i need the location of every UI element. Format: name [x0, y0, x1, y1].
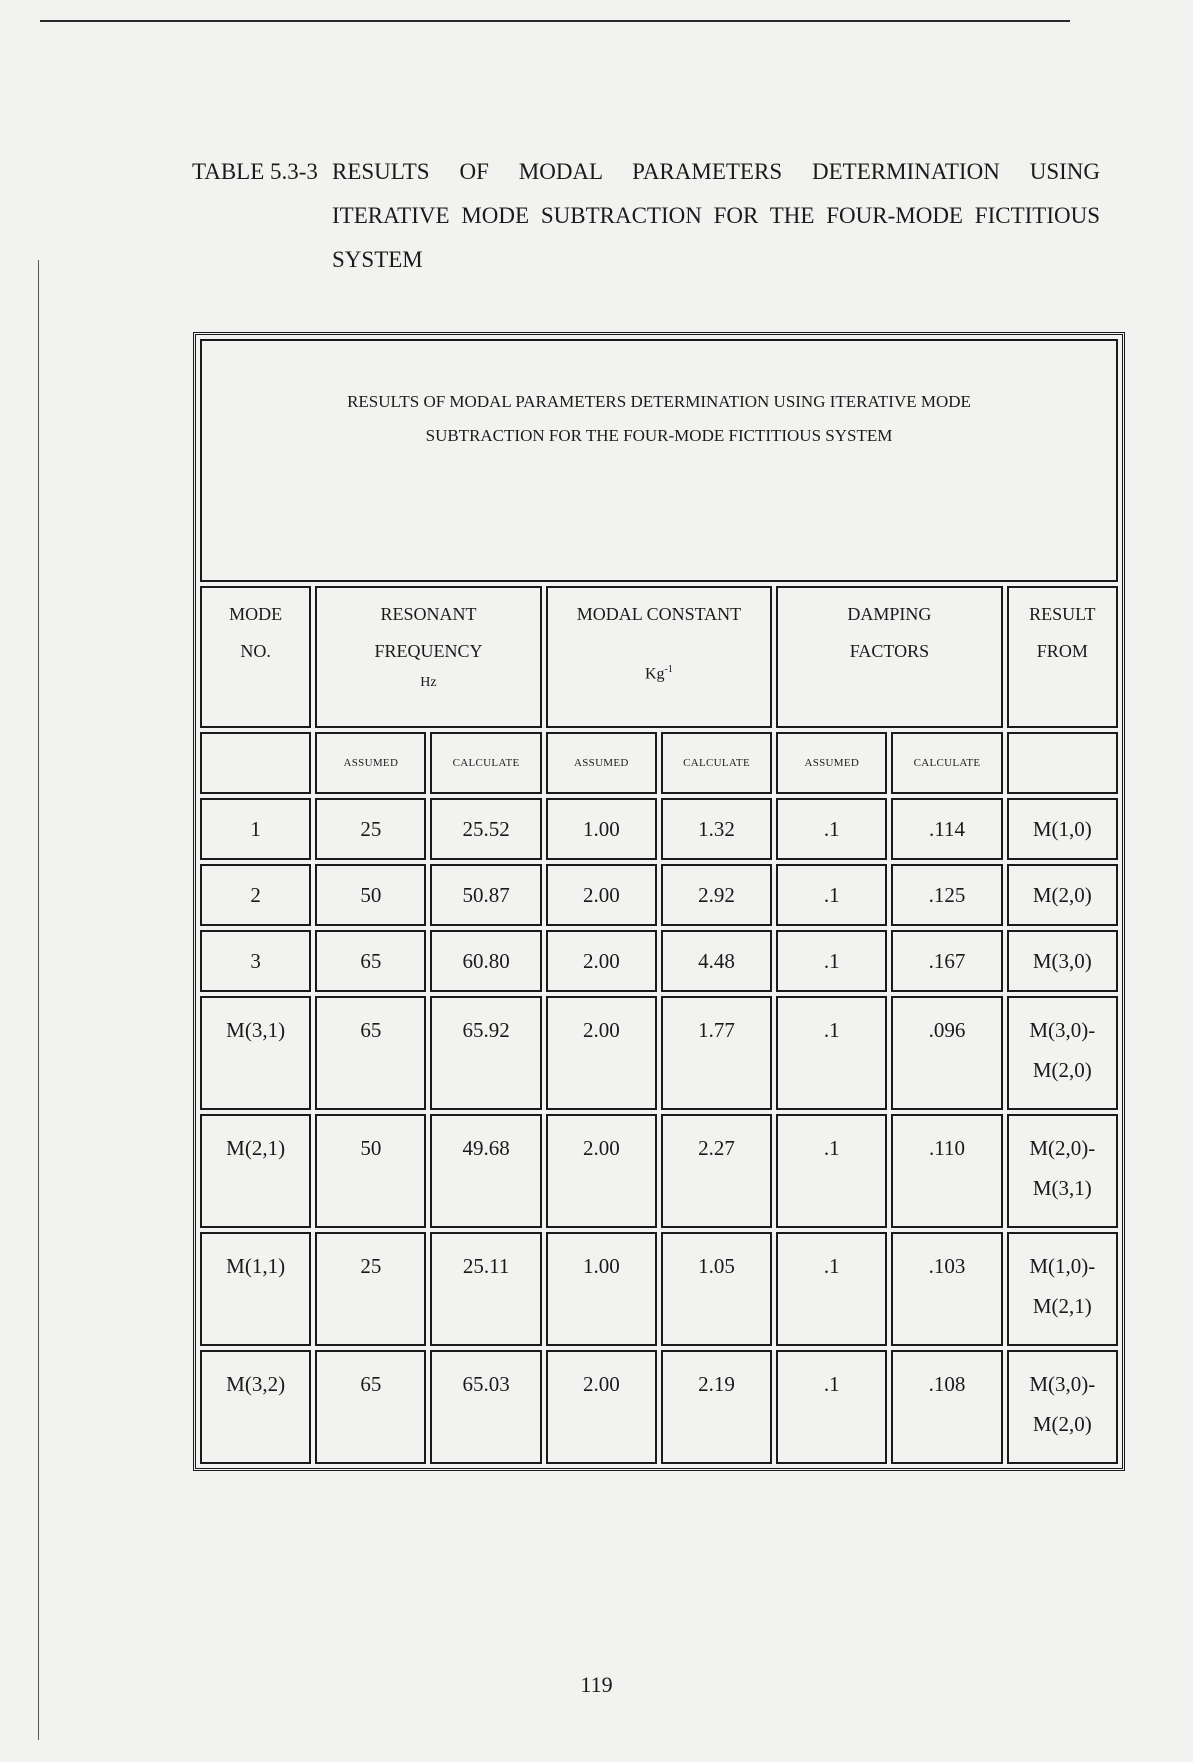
header-result-from: RESULT FROM	[1007, 586, 1118, 728]
table-row: M(2,1) 50 49.68 2.00 2.27 .1 .110 M(2,0)- M(3,1)	[200, 1114, 1118, 1228]
left-margin-rule	[38, 260, 39, 1740]
page-number: 119	[580, 1672, 613, 1697]
header-modal-constant: MODAL CONSTANT $Kg^{-1}$	[546, 586, 772, 728]
table-title	[200, 339, 1118, 582]
subheader-empty	[1007, 732, 1118, 794]
caption-label: TABLE 5.3-3	[192, 159, 318, 184]
table-caption	[192, 150, 1104, 282]
table-row: 3 65 60.80 2.00 4.48 .1 .167 M(3,0)	[200, 930, 1118, 992]
table-row: M(3,1) 65 65.92 2.00 1.77 .1 .096 M(3,0)- M(2,0)	[200, 996, 1118, 1110]
subheader-calculate: CALCULATE	[430, 732, 541, 794]
subheader-assumed: ASSUMED	[315, 732, 426, 794]
subheader-empty	[200, 732, 311, 794]
header-mode: MODE NO.	[200, 586, 311, 728]
modal-constant-unit: $Kg^{-1}$	[644, 664, 673, 683]
table-title-line-2: SUBTRACTION FOR THE FOUR-MODE FICTITIOUS SYSTEM	[425, 426, 893, 445]
subheader-assumed: ASSUMED	[546, 732, 657, 794]
header-damping-factors: DAMPING FACTORS	[776, 586, 1002, 728]
results-table-wrapper	[193, 332, 1125, 1471]
table-row: M(1,1) 25 25.11 1.00 1.05 .1 .103 M(1,0)- M(2,1)	[200, 1232, 1118, 1346]
top-rule	[40, 20, 1070, 22]
subheader-calculate: CALCULATE	[891, 732, 1002, 794]
header-resonant-frequency: RESONANT FREQUENCY Hz	[315, 586, 541, 728]
table-row: 2 50 50.87 2.00 2.92 .1 .125 M(2,0)	[200, 864, 1118, 926]
subheader-assumed: ASSUMED	[776, 732, 887, 794]
table-title-line-1: RESULTS OF MODAL PARAMETERS DETERMINATION USING ITERATIVE MODE	[347, 392, 971, 411]
caption-text: RESULTS OF MODAL PARAMETERS DETERMINATION USING ITERATIVE MODE SUBTRACTION FOR THE FOUR-MODE FICTITIOUS SYSTEM	[332, 159, 1100, 272]
results-table	[193, 332, 1125, 1471]
table-row: M(3,2) 65 65.03 2.00 2.19 .1 .108 M(3,0)- M(2,0)	[200, 1350, 1118, 1464]
subheader-calculate: CALCULATE	[661, 732, 772, 794]
table-row: 1 25 25.52 1.00 1.32 .1 .114 M(1,0)	[200, 798, 1118, 860]
